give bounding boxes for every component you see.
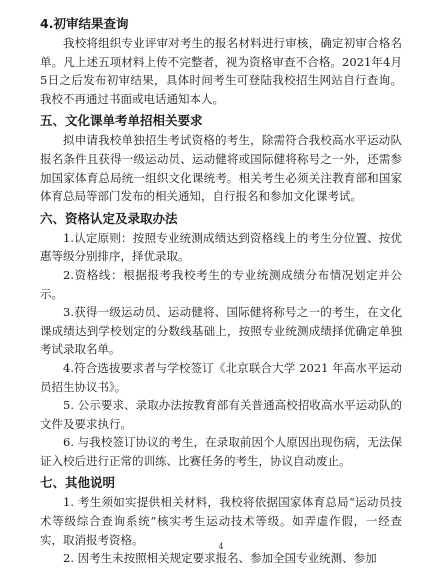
paragraph: 2.资格线：根据报考我校考生的专业统测成绩分布情况划定并公示。	[40, 267, 402, 301]
paragraph: 我校将组织专业评审对考生的报名材料进行审核，确定初审合格名单。凡上述五项材料上传不完整者，视为资格审查不合格。2021年4月5日之后发布初审结果，具体时间考生可登陆我校招生网站自行查询。我校不再通过书面或电话通知本人。	[40, 36, 402, 106]
section-admission-method	[40, 209, 402, 471]
section-other-notes	[40, 473, 402, 567]
section-heading: 五、文化课单考单招相关要求	[40, 113, 203, 129]
section-culture-exam	[40, 111, 402, 205]
section-heading: 七、其他说明	[40, 475, 116, 491]
page-number: 4	[218, 542, 224, 551]
section-heading: 4.初审结果查询	[40, 16, 129, 31]
paragraph: 3.获得一级运动员、运动健将、国际健将称号之一的考生，在文化课成绩达到学校划定的分数线基础上，按照专业统测成绩择优确定单独考试录取名单。	[40, 305, 402, 357]
paragraph: 1. 考生须如实提供相关材料，我校将依据国家体育总局“运动员技术等级综合查询系统”核实考生运动技术等级。如弄虚作假，一经查实，取消报考资格。	[40, 495, 402, 547]
paragraph: 1.认定原则：按照专业统测成绩达到资格线上的考生分位置、按优惠等级分别排序，择优录取。	[40, 230, 402, 264]
paragraph: 拟申请我校单独招生考试资格的考生，除需符合我校高水平运动队报名条件且获得一级运动员、运动健将或国际健将称号之一外，还需参加国家体育总局统一组织文化课统考。相关考生必须关注教育部和国家体育总局等部门发布的相关通知，自行报名和参加文化课考试。	[40, 133, 402, 204]
paragraph: 6. 与我校签订协议的考生，在录取前因个人原因出现伤病，无法保证入校后进行正常的训练、比赛任务的考生，协议自动废止。	[40, 435, 402, 468]
section-initial-review	[40, 14, 402, 108]
paragraph: 4.符合选拔要求者与学校签订《北京联合大学 2021 年高水平运动员招生协议书》。	[40, 360, 402, 394]
section-heading: 六、资格认定及录取办法	[40, 210, 178, 226]
paragraph: 5. 公示要求、录取办法按教育部有关普通高校招收高水平运动队的文件及要求执行。	[40, 398, 402, 431]
paragraph: 2. 因考生未按照相关规定要求报名、参加全国专业统测、参加	[63, 551, 377, 566]
